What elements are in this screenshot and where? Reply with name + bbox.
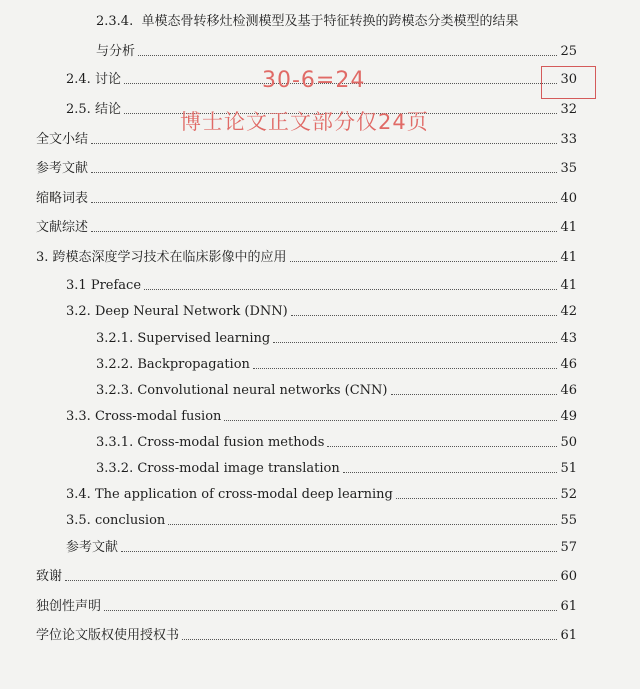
annotation-note: 博士论文正文部分仅24页 [180,110,429,134]
dot-leader [144,289,557,290]
toc-entry-3[interactable] [36,246,577,266]
toc-page-number: 55 [560,513,577,528]
toc-page-number: 25 [560,44,577,59]
toc-page-number: 35 [560,161,577,176]
dot-leader [138,55,557,56]
toc-entry-number: 2.5. [66,102,91,117]
toc-page-number: 41 [560,278,577,293]
toc-entry-title: Preface [90,278,142,293]
toc-entry-number: 3. [36,250,49,265]
toc-page-number: 57 [560,540,577,555]
toc-entry-number: 2.4. [66,72,91,87]
toc-entry-acknowledgements[interactable] [36,565,577,585]
toc-entry-number: 3.4. [66,487,91,502]
dot-leader [224,420,557,421]
toc-page-number: 41 [560,220,577,235]
toc-entry-3-5[interactable] [66,509,577,529]
toc-page-number: 50 [560,435,577,450]
dot-leader [291,315,558,316]
dot-leader [168,524,557,525]
dot-leader [91,231,557,232]
toc-entry-2-3-4-cont[interactable] [96,40,577,60]
toc-entry-title: Supervised learning [137,331,271,346]
toc-entry-title: 缩略词表 [36,191,89,206]
toc-entry-title: Cross-modal image translation [137,461,340,476]
toc-page-number: 43 [560,331,577,346]
toc-entry-3-1[interactable] [66,274,577,294]
toc-page-number: 60 [560,569,577,584]
toc-entry-title: Convolutional neural networks (CNN) [137,383,388,398]
toc-page-number: 30 [560,72,577,87]
dot-leader [290,261,558,262]
toc-entry-3-3-2[interactable] [96,457,577,477]
toc-entry-title: 独创性声明 [36,599,102,614]
toc-entry-originality[interactable] [36,595,577,615]
toc-entry-3-2-2[interactable] [96,353,577,373]
toc-entry-number: 3.3.2. [96,461,134,476]
toc-entry-title: conclusion [94,513,166,528]
toc-page-number: 40 [560,191,577,206]
toc-entry-number: 3.2. [66,304,91,319]
toc-entry-ch3-references[interactable] [66,536,577,556]
toc-page-number: 51 [560,461,577,476]
toc-entry-review[interactable] [36,216,577,236]
toc-entry-title: Cross-modal fusion methods [137,435,325,450]
toc-entry-title: 跨模态深度学习技术在临床影像中的应用 [52,250,287,265]
toc-entry-title: The application of cross-modal deep learning [94,487,393,502]
toc-entry-number: 3.2.2. [96,357,134,372]
toc-entry-3-2-1[interactable] [96,327,577,347]
dot-leader [253,368,558,369]
toc-entry-number: 3.3.1. [96,435,134,450]
annotation-highlight-box [541,66,596,99]
toc-entry-title: Deep Neural Network (DNN) [94,304,288,319]
annotation-page-count: 30-6=24 [262,68,366,93]
toc-entry-title: 参考文献 [36,161,89,176]
toc-entry-number: 3.2.1. [96,331,134,346]
dot-leader [391,394,558,395]
toc-entry-3-3[interactable] [66,405,577,425]
toc-page-number: 61 [560,628,577,643]
dot-leader [273,342,557,343]
dot-leader [91,172,557,173]
toc-entry-3-4[interactable] [66,483,577,503]
dot-leader [121,551,557,552]
toc-entry-references[interactable] [36,157,577,177]
toc-entry-title: 文献综述 [36,220,89,235]
toc-page-number: 46 [560,357,577,372]
toc-entry-title: Cross-modal fusion [94,409,222,424]
toc-page-number: 49 [560,409,577,424]
toc-entry-title: 致谢 [36,569,63,584]
toc-entry-title: 结论 [94,102,121,117]
toc-page-number: 46 [560,383,577,398]
toc-entry-3-2[interactable] [66,300,577,320]
dot-leader [104,610,557,611]
dot-leader [182,639,557,640]
toc-page-number: 32 [560,102,577,117]
toc-entry-title: 讨论 [94,72,121,87]
toc-entry-number: 3.2.3. [96,383,134,398]
toc-page-number: 41 [560,250,577,265]
toc-page-number: 61 [560,599,577,614]
toc-entry-number: 2.3.4. [96,14,134,29]
dot-leader [327,446,557,447]
dot-leader [65,580,557,581]
toc-entry-title: 学位论文版权使用授权书 [36,628,180,643]
dot-leader [396,498,558,499]
toc-entry-abbreviations[interactable] [36,187,577,207]
toc-entry-title: 全文小结 [36,132,89,147]
toc-entry-copyright[interactable] [36,624,577,644]
toc-entry-title: 与分析 [96,44,136,59]
toc-page-number: 42 [560,304,577,319]
toc-page-number: 33 [560,132,577,147]
toc-entry-3-3-1[interactable] [96,431,577,451]
toc-entry-number: 3.1 [66,278,87,293]
dot-leader [91,202,557,203]
toc-entry-title: 单模态骨转移灶检测模型及基于特征转换的跨模态分类模型的结果 [141,14,519,29]
dot-leader [91,143,557,144]
toc-entry-number: 3.5. [66,513,91,528]
toc-entry-title: 参考文献 [66,540,119,555]
toc-entry-number: 3.3. [66,409,91,424]
toc-entry-3-2-3[interactable] [96,379,577,399]
toc-page-number: 52 [560,487,577,502]
toc-entry-title: Backpropagation [137,357,250,372]
toc-entry-2-3-4 [96,14,519,30]
dot-leader [343,472,558,473]
